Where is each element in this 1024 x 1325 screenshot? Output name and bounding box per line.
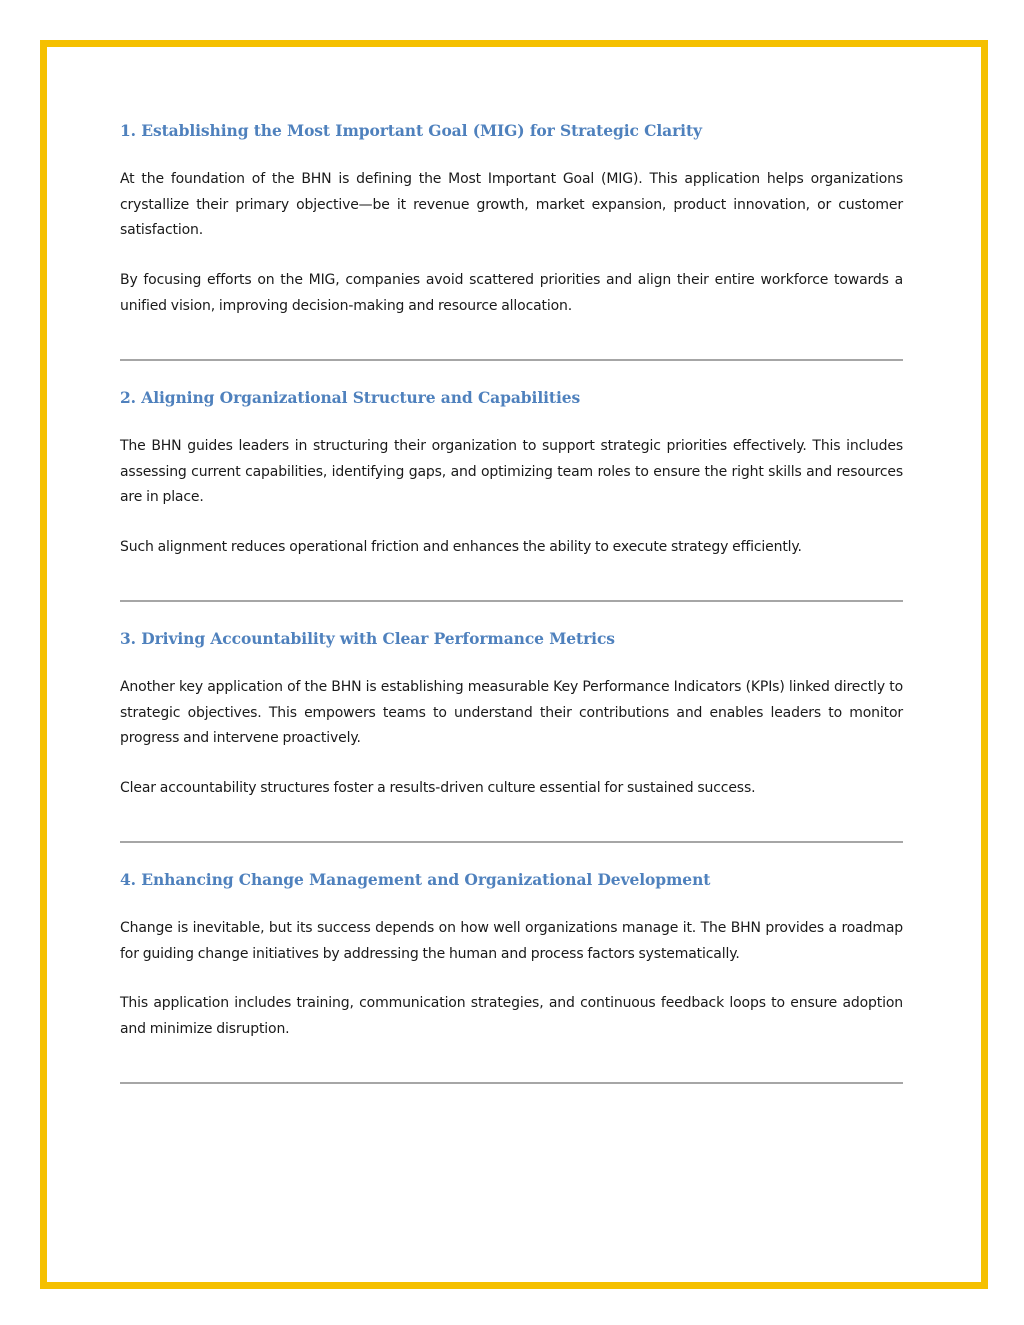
divider <box>120 841 903 843</box>
section-3-body <box>120 675 903 752</box>
paragraph: Clear accountability structures foster a results-driven culture essential for sustained success. <box>120 780 756 796</box>
section-4-body <box>120 916 903 967</box>
section-1-body <box>120 167 903 244</box>
divider <box>120 600 903 602</box>
divider <box>120 359 903 361</box>
paragraph: At the foundation of the BHN is defining the Most Important Goal (MIG). This application helps organizations crystallize their primary objective—be it revenue growth, market expansion, product innovation, or customer satisfaction. <box>120 171 903 239</box>
section-2-body-2 <box>120 535 903 561</box>
section-3 <box>120 629 903 648</box>
section-3-body-2 <box>120 776 903 802</box>
paragraph: Another key application of the BHN is establishing measurable Key Performance Indicators (KPIs) linked directly to strategic objectives. This empowers teams to understand their contributions and enables leaders to monitor progress and intervene proactively. <box>120 679 903 747</box>
section-4-body-2 <box>120 991 903 1042</box>
divider <box>120 1082 903 1084</box>
section-1 <box>120 121 903 140</box>
paragraph: The BHN guides leaders in structuring their organization to support strategic priorities effectively. This includes assessing current capabilities, identifying gaps, and optimizing team roles to ensure the right skills and resources are in place. <box>120 438 903 506</box>
paragraph: By focusing efforts on the MIG, companies avoid scattered priorities and align their entire workforce towards a unified vision, improving decision-making and resource allocation. <box>120 272 903 314</box>
section-1-body-2 <box>120 268 903 319</box>
section-heading: 4. Enhancing Change Management and Organizational Development <box>120 870 711 889</box>
section-heading: 2. Aligning Organizational Structure and Capabilities <box>120 388 581 407</box>
section-2 <box>120 388 903 407</box>
paragraph: Change is inevitable, but its success depends on how well organizations manage it. The BHN provides a roadmap for guiding change initiatives by addressing the human and process factors systematically. <box>120 920 903 962</box>
section-heading: 1. Establishing the Most Important Goal (MIG) for Strategic Clarity <box>120 121 702 140</box>
paragraph: Such alignment reduces operational friction and enhances the ability to execute strategy efficiently. <box>120 539 802 555</box>
paragraph: This application includes training, communication strategies, and continuous feedback loops to ensure adoption and minimize disruption. <box>120 995 903 1037</box>
section-2-body <box>120 434 903 511</box>
section-heading: 3. Driving Accountability with Clear Performance Metrics <box>120 629 615 648</box>
section-4 <box>120 870 903 889</box>
